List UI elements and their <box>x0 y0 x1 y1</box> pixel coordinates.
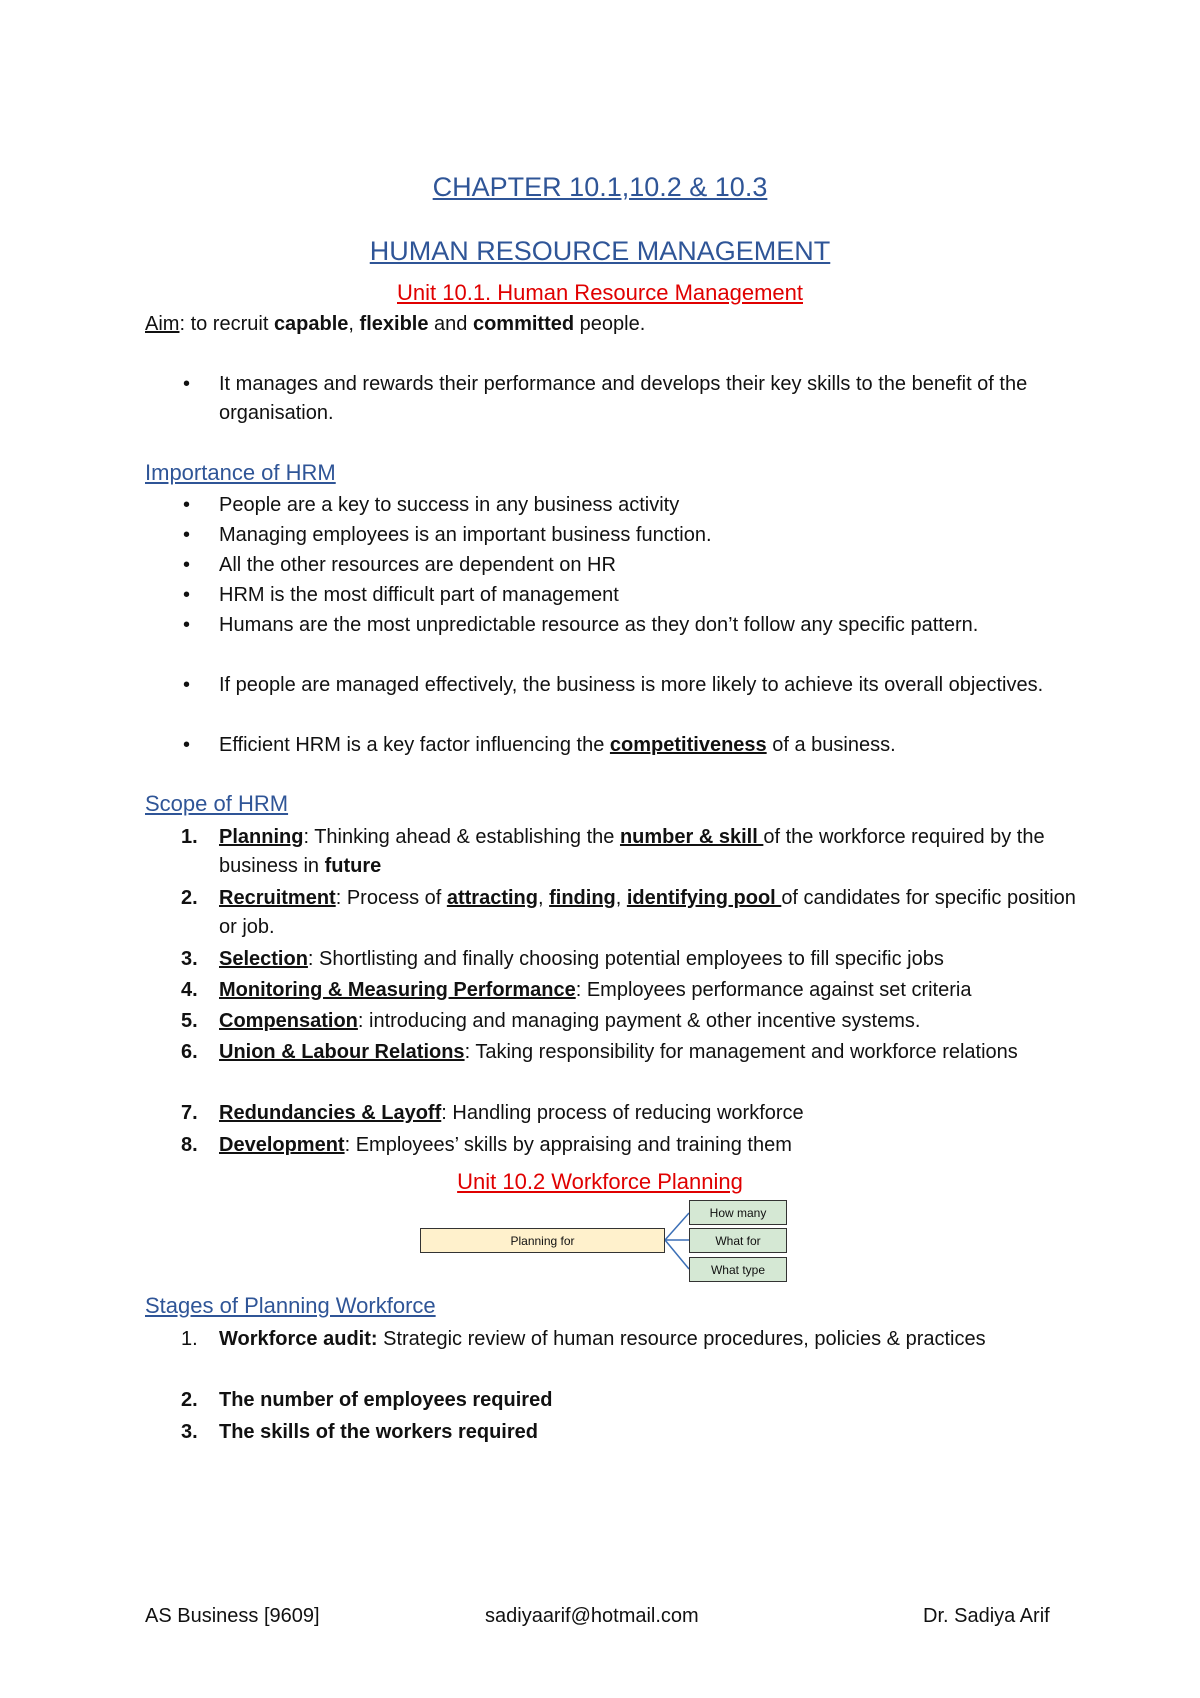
diagram-branch-box: What for <box>689 1228 787 1253</box>
importance-heading: Importance of HRM <box>145 460 336 485</box>
bullet-dot: • <box>183 373 191 395</box>
unit-10-2-title: Unit 10.2 Workforce Planning <box>457 1169 743 1194</box>
chapter-title: CHAPTER 10.1,10.2 & 10.3 <box>432 172 768 202</box>
diagram-branch-box: What type <box>689 1257 787 1282</box>
aim-label: Aim <box>145 313 180 335</box>
diagram-branch-box: How many <box>689 1200 787 1225</box>
stages-heading: Stages of Planning Workforce <box>145 1293 436 1318</box>
diagram-main-box: Planning for <box>420 1228 665 1253</box>
footer-author: Dr. Sadiya Arif <box>923 1605 1050 1627</box>
document-page: CHAPTER 10.1,10.2 & 10.3 HUMAN RESOURCE MANAGEMENT Unit 10.1. Human Resource Management Aim: to recruit capable, flexible and committed people. • It manages and rewards their performance and develops their key skills to the benefit of the organisation. Importance of HRM • People are a key to success in any business activity • Managing employees is an important business function. • All the other resources are dependent on HR • HRM is the most difficult part of management • Humans are the most unpredictable resource as they don’t follow any specific pattern. • If people are managed effectively, the business is more likely to achieve its overall objectives. • Efficient HRM is a key factor influencing the competitiveness of a business. Scope of HRM 1. Planning: Thinking ahead & establishing the number & skill of the workforce required by the business in future 2. Recruitment: Process of attracting, finding, identifying pool of candidates for specific position or job. 3. Selection: Shortlisting and finally choosing potential employees to fill specific jobs 4. Monitoring & Measuring Performance: Employees performance against set criteria 5. Compensation: introducing and managing payment & other incentive systems. 6. Union & Labour Relations: Taking responsibility for management and workforce relations 7. Redundancies & Layoff: Handling process of reducing workforce 8. Development: Employees’ skills by appraising and training them Unit 10.2 Workforce Planning Planning for How many What for What type Stages of Planning Workforce 1. Workforce audit: Strategic review of human resource procedures, policies & practices 2. The number of employees required 3. The skills of the workers required AS Business [9609] sadiyaarif@hotmail.com Dr. Sadiya Arif <box>0 0 1200 1698</box>
subject-title: HUMAN RESOURCE MANAGEMENT <box>369 236 831 266</box>
scope-heading: Scope of HRM <box>145 791 289 816</box>
unit-10-1-title: Unit 10.1. Human Resource Management <box>397 280 803 305</box>
footer-email: sadiyaarif@hotmail.com <box>485 1605 699 1627</box>
aim-line: Aim: to recruit capable, flexible and committed people. <box>145 313 646 335</box>
footer-course: AS Business [9609] <box>145 1605 320 1627</box>
